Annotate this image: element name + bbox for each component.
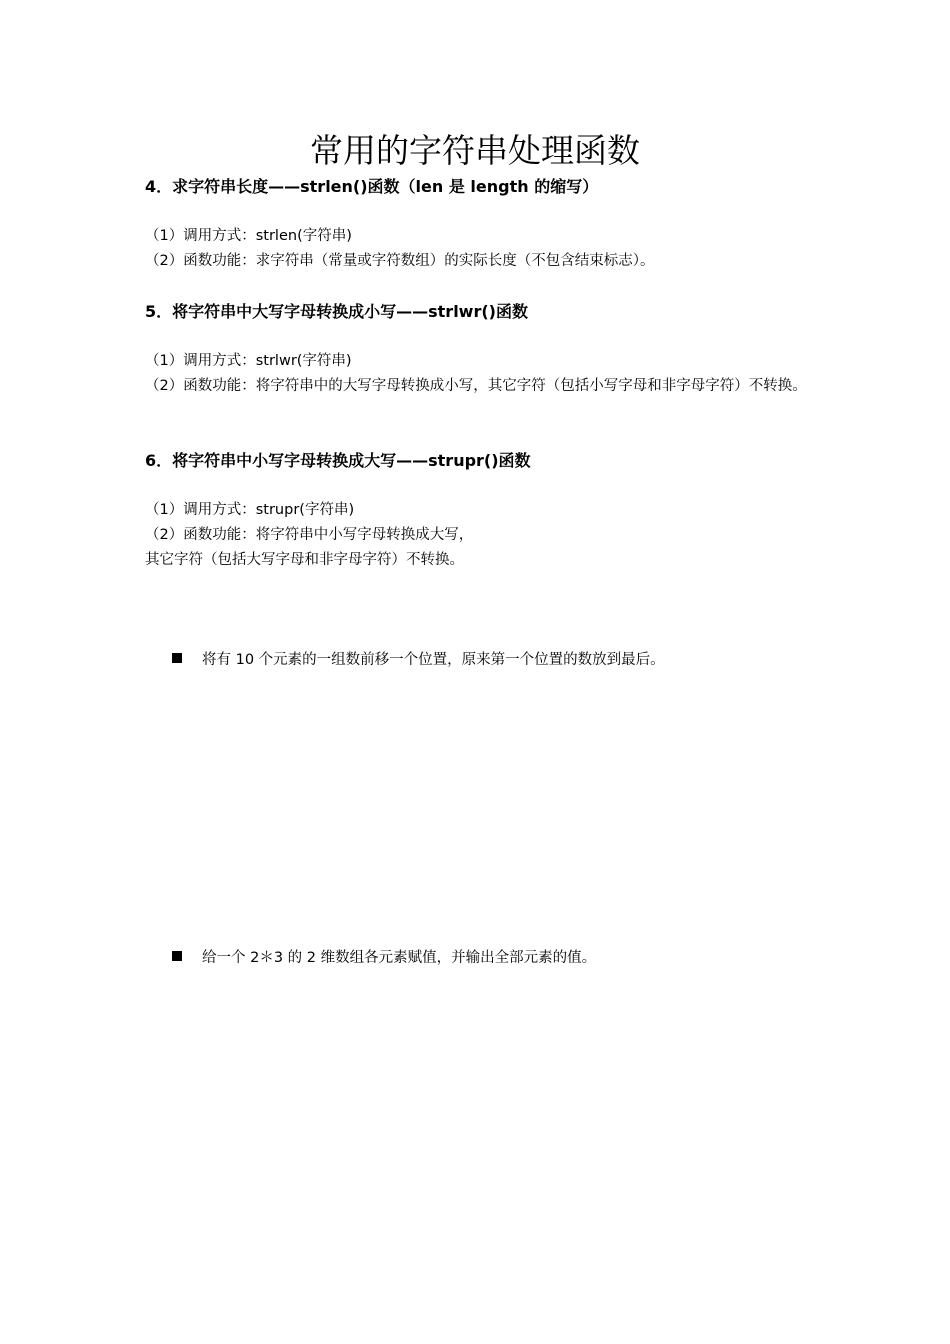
section-line-strlwr-function: （2）函数功能：将字符串中的大写字母转换成小写，其它字符（包括小写字母和非字母字符）不转换。: [145, 378, 807, 394]
section-line-strlen-usage: （1）调用方式：strlen(字符串): [145, 228, 352, 244]
section-line-strupr-usage: （1）调用方式：strupr(字符串): [145, 502, 355, 518]
task-list-item: [172, 649, 665, 671]
section-heading-strlen: 4．求字符串长度——strlen()函数（len 是 length 的缩写）: [145, 177, 599, 196]
section-line-strlwr-usage: （1）调用方式：strlwr(字符串): [145, 353, 352, 369]
section-heading-strlwr: 5．将字符串中大写字母转换成小写——strlwr()函数: [145, 302, 528, 321]
section-heading-strupr: 6．将字符串中小写字母转换成大写——strupr()函数: [145, 451, 531, 470]
square-bullet-icon: [172, 951, 182, 961]
task-text: 给一个 2＊3 的 2 维数组各元素赋值，并输出全部元素的值。: [202, 950, 597, 966]
task-text: 将有 10 个元素的一组数前移一个位置，原来第一个位置的数放到最后。: [202, 652, 665, 668]
section-line-strlen-function: （2）函数功能：求字符串（常量或字符数组）的实际长度（不包含结束标志）。: [145, 253, 655, 269]
section-line-strupr-function-cont: 其它字符（包括大写字母和非字母字符）不转换。: [145, 552, 464, 568]
square-bullet-icon: [172, 653, 182, 663]
section-line-strupr-function: （2）函数功能：将字符串中小写字母转换成大写，: [145, 527, 474, 543]
task-list-item: [172, 947, 596, 969]
document-title: 常用的字符串处理函数: [310, 131, 640, 170]
